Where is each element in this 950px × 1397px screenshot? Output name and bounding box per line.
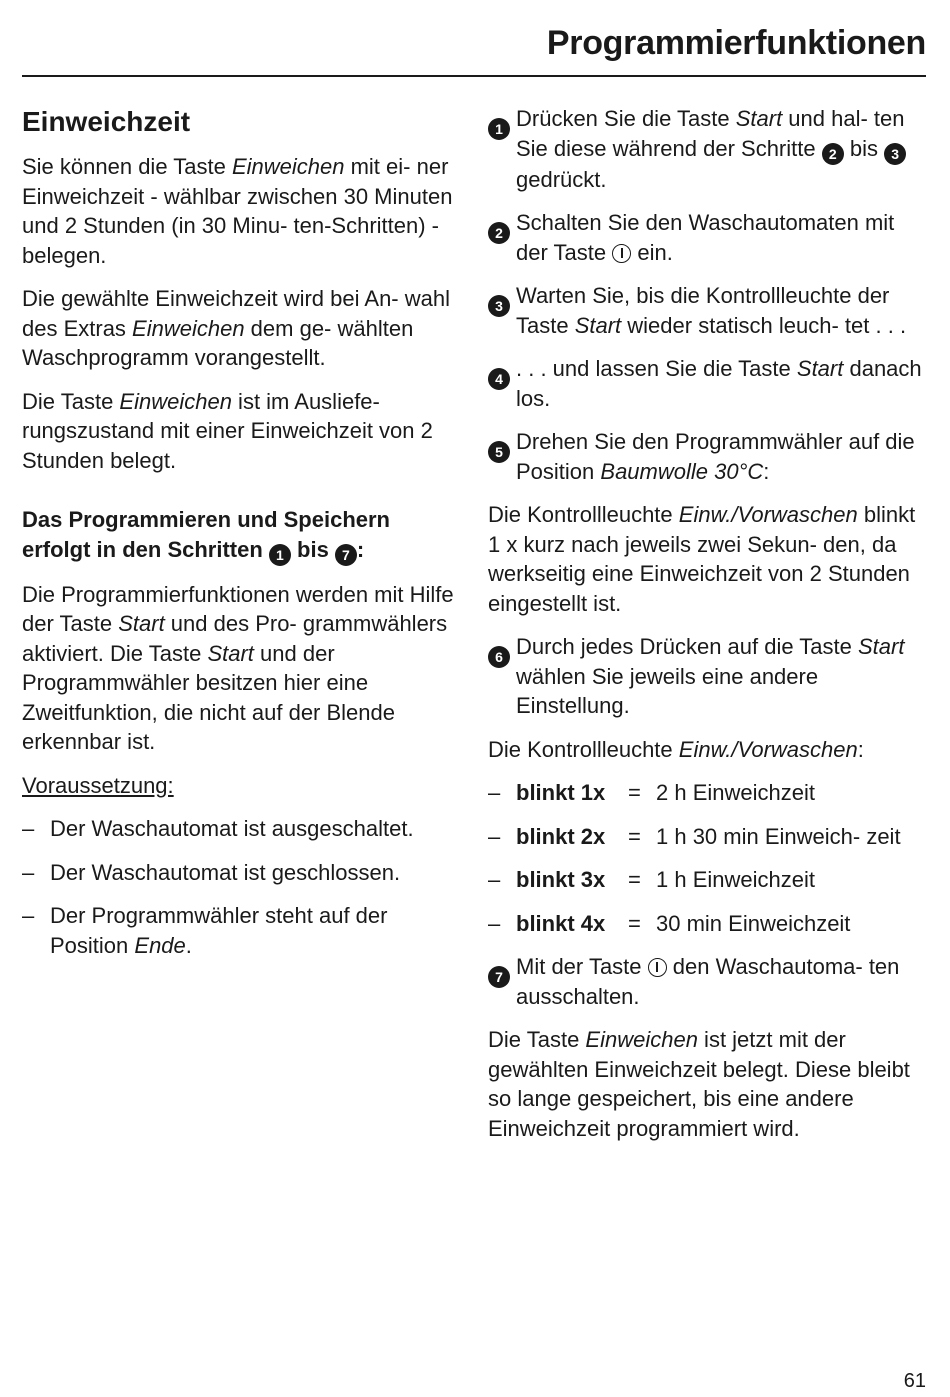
step-number-icon: 2	[488, 222, 510, 244]
list-item: – blinkt 4x = 30 min Einweichzeit	[488, 909, 928, 939]
step-number-icon: 2	[822, 143, 844, 165]
step-number-icon: 5	[488, 441, 510, 463]
step-number-icon: 7	[335, 544, 357, 566]
page-number: 61	[903, 1370, 926, 1392]
page-title: Programmierfunktionen	[546, 24, 926, 62]
selection-paragraph: Die gewählte Einweichzeit wird bei An- wahl des Extras Einweichen dem ge- wählten Waschprogramm vorangestellt.	[22, 286, 450, 370]
prerequisite-list	[22, 814, 462, 960]
list-item: – blinkt 2x = 1 h 30 min Einweich- zeit	[488, 822, 928, 852]
power-button-icon	[612, 244, 631, 263]
indicator-label: Die Kontrollleuchte Einw./Vorwaschen:	[488, 736, 864, 762]
step-number-icon: 6	[488, 646, 510, 668]
step-number-icon: 1	[269, 544, 291, 566]
prerequisite-label: Voraussetzung:	[22, 772, 174, 798]
step-3: 3 Warten Sie, bis die Kontrollleuchte der Taste Start wieder statisch leuch- tet . . .	[488, 281, 928, 340]
step-number-icon: 3	[884, 143, 906, 165]
blink-label: blinkt 3x	[516, 867, 606, 892]
right-column	[488, 104, 928, 1157]
blink-value: 30 min Einweichzeit	[656, 910, 851, 936]
header-divider	[22, 75, 926, 77]
step-6: 6 Durch jedes Drücken auf die Taste Start wählen Sie jeweils eine andere Einstellung.	[488, 632, 928, 721]
left-column	[22, 104, 462, 974]
section-title: Einweichzeit	[22, 106, 191, 137]
step-2: 2 Schalten Sie den Waschautomaten mit der Taste ein.	[488, 208, 928, 267]
blink-label: blinkt 2x	[516, 823, 606, 849]
indicator-paragraph: Die Kontrollleuchte Einw./Vorwaschen blinkt 1 x kurz nach jeweils zwei Sekun- den, da werkseitig eine Einweichzeit von 2 Stunden eingestellt ist.	[488, 502, 916, 616]
delivery-state-paragraph: Die Taste Einweichen ist im Ausliefe- rungszustand mit einer Einweichzeit von 2 Stunden belegt.	[22, 388, 433, 473]
list-item: – Der Programmwähler steht auf der Position Ende.	[22, 903, 388, 958]
steps-subheading: Das Programmieren und Speichern erfolgt in den Schritten 1 bis 7 :	[22, 505, 462, 566]
blink-list	[488, 778, 928, 938]
step-1: 1 Drücken Sie die Taste Start und hal- ten Sie diese während der Schritte 2 bis 3 gedrückt.	[488, 104, 928, 194]
step-number-icon: 7	[488, 966, 510, 988]
final-paragraph: Die Taste Einweichen ist jetzt mit der gewählten Einweichzeit belegt. Diese bleibt so lange gespeichert, bis eine andere Einweichzeit programmiert wird.	[488, 1027, 910, 1141]
list-item: – blinkt 1x = 2 h Einweichzeit	[488, 778, 928, 808]
blink-value: 1 h 30 min Einweich- zeit	[656, 823, 901, 849]
step-number-icon: 1	[488, 118, 510, 140]
blink-label: blinkt 1x	[516, 780, 606, 805]
power-button-icon	[648, 958, 667, 977]
step-number-icon: 4	[488, 368, 510, 390]
list-item: – Der Waschautomat ist ausgeschaltet.	[22, 816, 414, 841]
list-item: – Der Waschautomat ist geschlossen.	[22, 859, 401, 885]
blink-label: blinkt 4x	[516, 910, 606, 936]
step-5: 5 Drehen Sie den Programmwähler auf die Position Baumwolle 30°C:	[488, 427, 928, 486]
blink-value: 2 h Einweichzeit	[656, 780, 815, 805]
step-4: 4 . . . und lassen Sie die Taste Start danach los.	[488, 354, 928, 413]
blink-value: 1 h Einweichzeit	[656, 867, 815, 892]
function-paragraph: Die Programmierfunktionen werden mit Hilfe der Taste Start und des Pro- grammwählers aktiviert. Die Taste Start und der Programmwähler besitzen hier eine Zweitfunktion, die nicht auf der Blende erkennbar ist.	[22, 581, 454, 754]
step-7: 7 Mit der Taste den Waschautoma- ten ausschalten.	[488, 952, 928, 1011]
step-number-icon: 3	[488, 295, 510, 317]
list-item: – blinkt 3x = 1 h Einweichzeit	[488, 865, 928, 895]
intro-paragraph: Sie können die Taste Einweichen mit ei- ner Einweichzeit - wählbar zwischen 30 Minuten und 2 Stunden (in 30 Minu- ten-Schritten) - belegen.	[22, 154, 453, 268]
